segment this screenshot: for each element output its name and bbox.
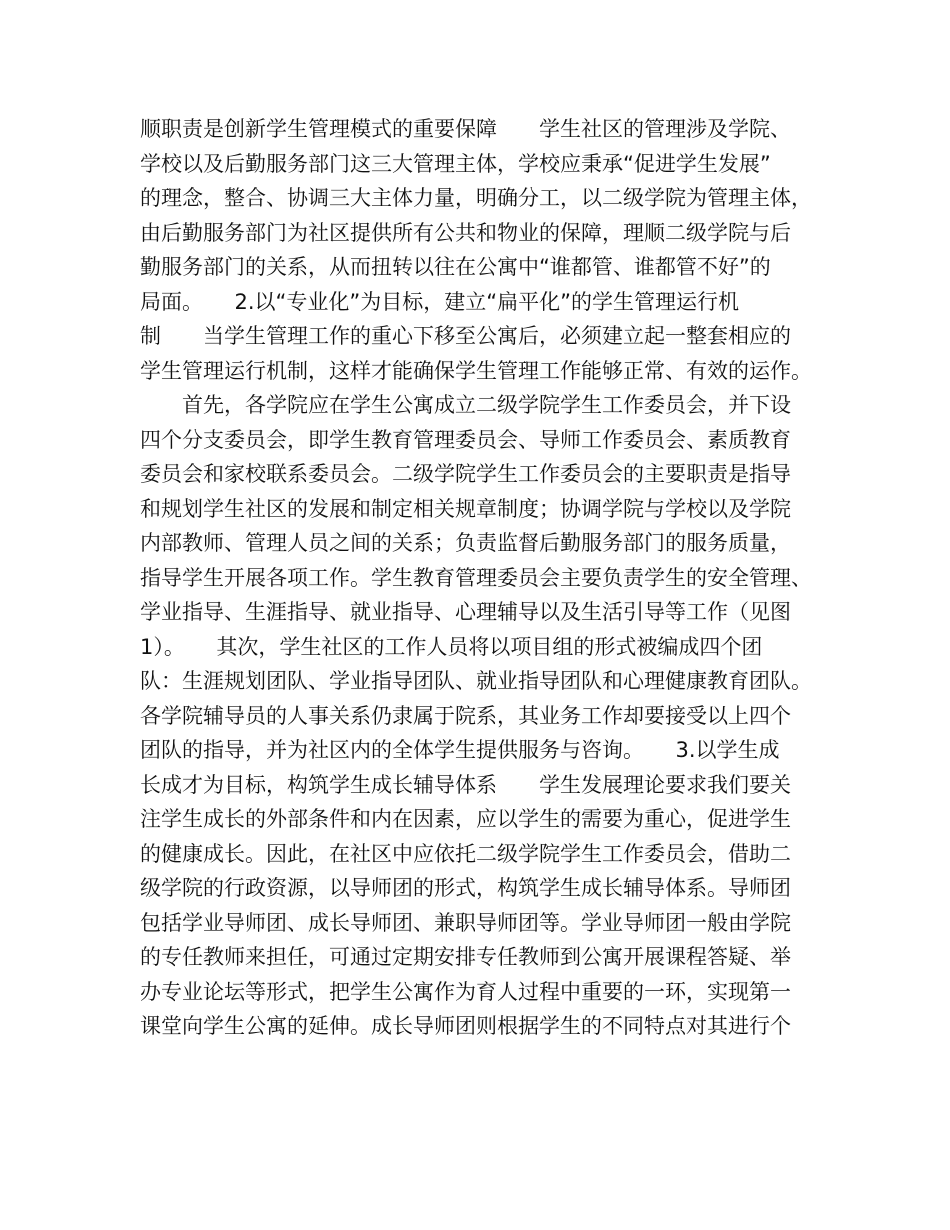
text-line: 顺职责是创新学生管理模式的重要保障 学生社区的管理涉及学院、: [140, 117, 791, 141]
text-line: 学校以及后勤服务部门这三大管理主体，学校应秉承“促进学生发展”: [140, 151, 771, 176]
text-line: 制 当学生管理工作的重心下移至公寓后，必须建立起一整套相应的: [140, 324, 791, 348]
text-line: 由后勤服务部门为社区提供所有公共和物业的保障，理顺二级学院与后: [140, 220, 791, 245]
text-line: 1）。 其次，学生社区的工作人员将以项目组的形式被编成四个团: [140, 634, 763, 659]
body-text: [140, 112, 840, 1044]
text-line: 的专任教师来担任，可通过定期安排专任教师到公寓开展课程答疑、举: [140, 945, 791, 969]
text-line: 课堂向学生公寓的延伸。成长导师团则根据学生的不同特点对其进行个: [140, 1014, 791, 1038]
text-line: 局面。 2.以“专业化”为目标，建立“扁平化”的学生管理运行机: [140, 289, 740, 314]
text-line: 注学生成长的外部条件和内在因素，应以学生的需要为重心，促进学生: [140, 807, 791, 831]
text-line: 学生管理运行机制，这样才能确保学生管理工作能够正常、有效的运作。: [140, 358, 812, 383]
text-line: 内部教师、管理人员之间的关系；负责监督后勤服务部门的服务质量，: [140, 531, 791, 555]
text-line: 长成才为目标，构筑学生成长辅导体系 学生发展理论要求我们要关: [140, 772, 791, 797]
text-line: 学业指导、生涯指导、就业指导、心理辅导以及生活引导等工作（见图: [140, 600, 791, 624]
text-line: 各学院辅导员的人事关系仍隶属于院系，其业务工作却要接受以上四个: [140, 703, 791, 728]
text-line: 包括学业导师团、成长导师团、兼职导师团等。学业导师团一般由学院: [140, 910, 791, 935]
text-line: 办专业论坛等形式，把学生公寓作为育人过程中重要的一环，实现第一: [140, 979, 791, 1004]
text-line: 团队的指导，并为社区内的全体学生提供服务与咨询。 3.以学生成: [140, 738, 780, 762]
text-line: 勤服务部门的关系，从而扭转以往在公寓中“谁都管、谁都管不好”的: [140, 255, 771, 279]
text-line: 和规划学生社区的发展和制定相关规章制度；协调学院与学校以及学院: [140, 496, 791, 521]
text-line: 四个分支委员会，即学生教育管理委员会、导师工作委员会、素质教育: [140, 427, 791, 452]
text-line: 首先，各学院应在学生公寓成立二级学院学生工作委员会，并下设: [140, 393, 791, 417]
text-line: 委员会和家校联系委员会。二级学院学生工作委员会的主要职责是指导: [140, 462, 791, 486]
text-line: 的理念，整合、协调三大主体力量，明确分工，以二级学院为管理主体，: [140, 186, 812, 210]
text-line: 的健康成长。因此，在社区中应依托二级学院学生工作委员会，借助二: [140, 841, 791, 866]
text-line: 级学院的行政资源，以导师团的形式，构筑学生成长辅导体系。导师团: [140, 876, 791, 900]
text-line: 指导学生开展各项工作。学生教育管理委员会主要负责学生的安全管理、: [140, 565, 812, 590]
text-line: 队：生涯规划团队、学业指导团队、就业指导团队和心理健康教育团队。: [140, 669, 812, 693]
